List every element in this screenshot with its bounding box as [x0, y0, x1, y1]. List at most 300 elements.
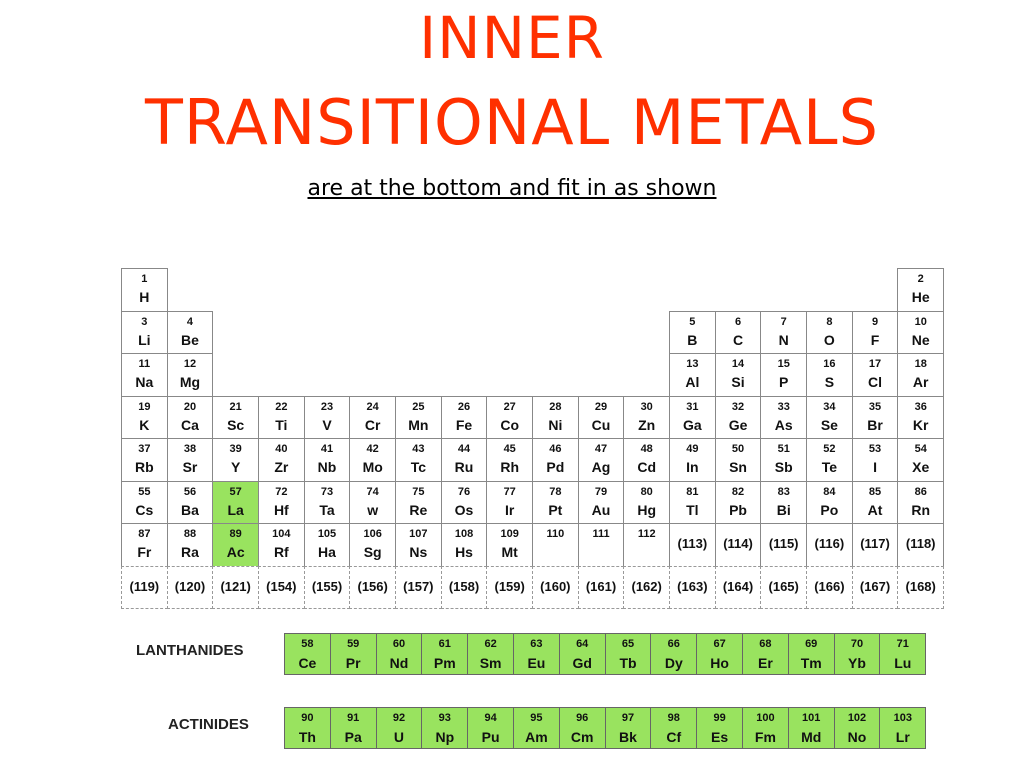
element-cell — [669, 566, 716, 610]
atomic-number: 67 — [713, 638, 726, 650]
atomic-number: 91 — [347, 712, 360, 724]
element-cell — [852, 438, 899, 482]
element-symbol: Ra — [181, 544, 199, 560]
actinides-element-cell — [834, 707, 881, 749]
atomic-number: 65 — [621, 638, 635, 650]
lanthanides-label: LANTHANIDES — [136, 642, 244, 659]
element-cell — [441, 481, 488, 525]
element-cell — [852, 311, 899, 355]
element-symbol: Os — [454, 501, 474, 518]
element-symbol: U — [393, 729, 405, 745]
element-cell — [121, 396, 168, 440]
element-cell — [715, 523, 762, 567]
element-cell — [212, 438, 259, 482]
element-cell — [578, 396, 625, 440]
atomic-number: 37 — [138, 443, 151, 455]
atomic-number: 98 — [667, 712, 680, 724]
element-symbol: Be — [181, 331, 199, 348]
atomic-number: 55 — [138, 485, 151, 498]
atomic-number: 68 — [759, 638, 772, 650]
element-cell — [349, 396, 396, 440]
atomic-number: 92 — [392, 712, 406, 724]
atomic-number: 96 — [576, 712, 589, 724]
element-cell — [395, 566, 442, 610]
element-placeholder: (159) — [494, 578, 525, 594]
atomic-number: 63 — [530, 638, 543, 650]
element-placeholder: (162) — [631, 578, 662, 594]
element-symbol: Ru — [454, 459, 474, 475]
atomic-number: 18 — [914, 358, 927, 370]
atomic-number: 73 — [320, 485, 334, 498]
element-symbol: Ta — [319, 501, 335, 518]
actinides-element-cell — [879, 707, 926, 749]
element-symbol: As — [774, 416, 793, 433]
element-cell — [852, 353, 899, 397]
atomic-number: 46 — [549, 443, 562, 455]
atomic-number: 6 — [734, 315, 742, 328]
element-symbol: Ni — [548, 416, 563, 433]
element-symbol: Cd — [637, 459, 657, 475]
element-symbol: Tm — [800, 655, 822, 671]
element-placeholder: (158) — [448, 578, 480, 594]
element-cell — [760, 566, 807, 610]
element-symbol: Re — [409, 501, 428, 518]
element-symbol: Y — [230, 459, 241, 475]
atomic-number: 102 — [847, 712, 867, 724]
element-cell — [760, 353, 807, 397]
element-cell — [167, 566, 214, 610]
atomic-number: 78 — [549, 485, 562, 498]
atomic-number: 84 — [823, 485, 836, 498]
atomic-number: 36 — [914, 400, 927, 413]
element-symbol: Kr — [912, 416, 929, 433]
element-symbol: V — [322, 416, 332, 433]
element-placeholder: (157) — [403, 578, 434, 594]
atomic-number: 87 — [138, 528, 151, 540]
atomic-number: 4 — [186, 315, 194, 328]
actinides-element-cell — [284, 707, 331, 749]
atomic-number: 59 — [347, 638, 360, 650]
element-cell — [760, 396, 807, 440]
atomic-number: 66 — [667, 638, 680, 650]
element-symbol: Ge — [728, 416, 748, 433]
atomic-number: 71 — [896, 638, 909, 650]
element-cell — [395, 481, 442, 525]
element-cell — [395, 438, 442, 482]
lanthanides-element-cell — [421, 633, 468, 675]
element-placeholder: (119) — [129, 578, 160, 594]
element-symbol: Ce — [298, 655, 317, 671]
element-symbol: He — [911, 289, 930, 305]
atomic-number: 83 — [777, 485, 790, 498]
element-symbol: Md — [801, 729, 822, 745]
element-cell — [258, 396, 305, 440]
atomic-number: 44 — [457, 443, 471, 455]
actinides-element-cell — [788, 707, 835, 749]
element-cell — [623, 438, 670, 482]
atomic-number: 10 — [914, 315, 927, 328]
element-symbol: Hg — [637, 501, 657, 518]
element-symbol: Es — [711, 729, 729, 745]
atomic-number: 60 — [392, 638, 406, 650]
atomic-number: 33 — [777, 400, 790, 413]
atomic-number: 29 — [594, 400, 608, 413]
lanthanides-element-cell — [696, 633, 743, 675]
title-line-2: TRANSITIONAL METALS — [145, 86, 879, 159]
atomic-number: 76 — [457, 485, 471, 498]
element-symbol: Pb — [729, 501, 747, 518]
element-symbol: Ir — [505, 501, 515, 518]
element-cell — [715, 438, 762, 482]
lanthanides-element-cell — [513, 633, 560, 675]
atomic-number: 14 — [731, 358, 745, 370]
element-symbol: Rb — [134, 459, 154, 475]
atomic-number: 31 — [686, 400, 699, 413]
atomic-number: 94 — [484, 712, 497, 724]
atomic-number: 70 — [850, 638, 864, 650]
element-symbol: N — [778, 331, 789, 348]
element-cell — [349, 481, 396, 525]
atomic-number: 108 — [454, 528, 474, 540]
element-cell — [578, 438, 625, 482]
atomic-number: 80 — [640, 485, 653, 498]
element-symbol: Np — [435, 729, 455, 745]
atomic-number: 54 — [914, 443, 927, 455]
element-cell — [669, 523, 716, 567]
element-symbol: Ns — [409, 544, 428, 560]
atomic-number: 48 — [640, 443, 653, 455]
element-cell — [167, 353, 214, 397]
element-symbol: Hf — [273, 501, 289, 518]
atomic-number: 75 — [412, 485, 425, 498]
atomic-number: 20 — [183, 400, 197, 413]
element-cell — [806, 566, 853, 610]
element-cell — [167, 438, 214, 482]
lanthanides-element-cell — [788, 633, 835, 675]
element-placeholder: (115) — [768, 536, 799, 551]
element-symbol: Eu — [527, 655, 546, 671]
element-cell — [121, 311, 168, 355]
element-symbol: Ha — [318, 544, 336, 560]
element-cell — [304, 396, 351, 440]
atomic-number: 57 — [229, 485, 242, 498]
atomic-number: 22 — [275, 400, 288, 413]
atomic-number: 24 — [366, 400, 379, 413]
actinides-label: ACTINIDES — [168, 716, 249, 733]
atomic-number: 49 — [686, 443, 699, 455]
element-cell — [167, 311, 214, 355]
element-cell — [441, 523, 488, 567]
element-symbol: Cs — [135, 501, 154, 518]
atomic-number: 5 — [689, 315, 696, 328]
element-symbol: Au — [591, 501, 611, 518]
atomic-number: 19 — [138, 400, 151, 413]
element-symbol: Mn — [408, 416, 429, 433]
element-placeholder: (163) — [677, 578, 708, 594]
lanthanides-element-cell — [284, 633, 331, 675]
atomic-number: 107 — [409, 528, 428, 540]
element-symbol: Na — [135, 374, 154, 390]
element-cell — [806, 396, 853, 440]
atomic-number: 42 — [366, 443, 379, 455]
element-symbol: Mo — [362, 459, 383, 475]
atomic-number: 11 — [138, 358, 151, 370]
element-placeholder: (168) — [905, 578, 936, 594]
element-symbol: Hs — [455, 544, 473, 560]
actinides-element-cell — [742, 707, 789, 749]
element-cell — [897, 481, 944, 525]
element-cell — [578, 566, 625, 610]
atomic-number: 110 — [546, 528, 565, 540]
atomic-number: 53 — [868, 443, 882, 455]
element-cell — [897, 311, 944, 355]
element-placeholder: (156) — [357, 578, 388, 594]
element-symbol: Bk — [619, 729, 637, 745]
element-cell — [806, 481, 853, 525]
lanthanides-element-cell — [650, 633, 697, 675]
element-cell — [532, 396, 579, 440]
element-symbol: Fm — [754, 729, 776, 745]
element-cell — [121, 353, 168, 397]
atomic-number: 109 — [500, 528, 519, 540]
element-cell — [304, 523, 351, 567]
element-cell — [760, 481, 807, 525]
element-cell — [349, 566, 396, 610]
element-cell — [715, 353, 762, 397]
element-placeholder: (164) — [722, 578, 754, 594]
element-cell — [486, 438, 533, 482]
element-placeholder: (121) — [220, 578, 251, 594]
atomic-number: 89 — [229, 528, 242, 540]
element-cell — [669, 438, 716, 482]
element-cell — [852, 396, 899, 440]
element-cell — [806, 353, 853, 397]
element-placeholder: (165) — [768, 578, 799, 594]
atomic-number: 27 — [503, 400, 516, 413]
element-placeholder: (154) — [266, 578, 297, 594]
element-symbol: Si — [731, 374, 745, 390]
atomic-number: 34 — [823, 400, 836, 413]
atomic-number: 74 — [366, 485, 379, 498]
element-symbol: Bi — [776, 501, 791, 518]
element-symbol: Fr — [137, 544, 152, 560]
element-symbol: Zn — [638, 416, 656, 433]
element-symbol: Ag — [591, 459, 611, 475]
element-cell — [258, 481, 305, 525]
element-cell — [760, 523, 807, 567]
lanthanides-element-cell — [330, 633, 377, 675]
element-symbol: Cu — [591, 416, 611, 433]
atomic-number: 9 — [871, 315, 879, 328]
element-cell — [669, 353, 716, 397]
element-cell — [852, 481, 899, 525]
element-cell — [578, 523, 625, 567]
element-cell — [486, 523, 533, 567]
lanthanides-element-cell — [834, 633, 881, 675]
element-symbol: Sm — [479, 655, 502, 671]
element-symbol: Tc — [410, 459, 426, 475]
element-symbol: Er — [758, 655, 773, 671]
element-symbol: Rf — [273, 544, 289, 560]
element-cell — [715, 481, 762, 525]
element-symbol: Pm — [433, 655, 456, 671]
element-symbol: Pa — [344, 729, 362, 745]
element-symbol: Li — [138, 331, 151, 348]
element-cell — [304, 566, 351, 610]
atomic-number: 90 — [301, 712, 314, 724]
lanthanides-element-cell — [559, 633, 606, 675]
element-cell — [167, 396, 214, 440]
element-symbol: O — [823, 331, 835, 348]
atomic-number: 85 — [868, 485, 882, 498]
element-cell — [167, 481, 214, 525]
element-cell — [532, 481, 579, 525]
element-symbol: Tl — [686, 501, 699, 518]
actinides-element-cell — [696, 707, 743, 749]
atomic-number: 41 — [320, 443, 334, 455]
element-symbol: Pr — [345, 655, 361, 671]
element-placeholder: (118) — [905, 536, 936, 551]
atomic-number: 43 — [412, 443, 425, 455]
atomic-number: 62 — [484, 638, 497, 650]
element-symbol: Sb — [774, 459, 793, 475]
element-symbol: Cm — [570, 729, 594, 745]
lanthanides-element-cell — [742, 633, 789, 675]
element-cell — [258, 438, 305, 482]
element-symbol: w — [367, 501, 379, 518]
element-cell — [806, 311, 853, 355]
lanthanides-element-cell — [879, 633, 926, 675]
element-cell — [715, 396, 762, 440]
element-cell — [578, 481, 625, 525]
element-cell — [121, 268, 168, 312]
actinides-element-cell — [513, 707, 560, 749]
atomic-number: 101 — [802, 712, 821, 724]
element-cell — [441, 438, 488, 482]
actinides-element-cell — [376, 707, 423, 749]
element-cell — [212, 566, 259, 610]
element-cell — [121, 566, 168, 610]
element-symbol: Se — [820, 416, 838, 433]
element-cell — [852, 566, 899, 610]
element-symbol: Br — [867, 416, 883, 433]
actinides-element-cell — [650, 707, 697, 749]
atomic-number: 47 — [594, 443, 608, 455]
atomic-number: 56 — [183, 485, 197, 498]
element-symbol: H — [139, 289, 150, 305]
atomic-number: 25 — [412, 400, 425, 413]
element-cell — [395, 523, 442, 567]
element-symbol: Cl — [868, 374, 883, 390]
element-symbol: Yb — [848, 655, 866, 671]
lanthanides-element-cell — [467, 633, 514, 675]
actinides-element-cell — [467, 707, 514, 749]
atomic-number: 112 — [637, 528, 656, 540]
element-symbol: In — [686, 459, 699, 475]
atomic-number: 45 — [503, 443, 516, 455]
atomic-number: 93 — [438, 712, 451, 724]
atomic-number: 64 — [576, 638, 589, 650]
element-cell — [441, 566, 488, 610]
atomic-number: 82 — [731, 485, 745, 498]
element-cell — [806, 438, 853, 482]
element-symbol: Nd — [389, 655, 409, 671]
actinides-element-cell — [559, 707, 606, 749]
element-symbol: Rn — [911, 501, 931, 518]
atomic-number: 30 — [640, 400, 653, 413]
element-placeholder: (114) — [723, 536, 753, 551]
element-symbol: Ar — [912, 374, 929, 390]
element-cell — [212, 523, 259, 567]
atomic-number: 50 — [731, 443, 745, 455]
element-cell — [760, 311, 807, 355]
element-cell — [212, 481, 259, 525]
actinides-element-cell — [605, 707, 652, 749]
element-cell — [852, 523, 899, 567]
element-cell — [486, 566, 533, 610]
element-symbol: Sc — [227, 416, 245, 433]
element-symbol: Sn — [729, 459, 747, 475]
element-cell — [258, 523, 305, 567]
atomic-number: 61 — [438, 638, 451, 650]
atomic-number: 81 — [686, 485, 699, 498]
element-symbol: Sg — [363, 544, 382, 560]
element-symbol: At — [867, 501, 883, 518]
element-cell — [121, 438, 168, 482]
atomic-number: 106 — [363, 528, 382, 540]
atomic-number: 100 — [756, 712, 775, 724]
atomic-number: 13 — [686, 358, 699, 370]
element-cell — [897, 438, 944, 482]
atomic-number: 51 — [777, 443, 790, 455]
element-symbol: Ga — [683, 416, 702, 433]
element-symbol: Nb — [317, 459, 337, 475]
element-symbol: Ne — [911, 331, 930, 348]
atomic-number: 39 — [229, 443, 242, 455]
atomic-number: 38 — [183, 443, 197, 455]
element-symbol: Pu — [481, 729, 500, 745]
element-symbol: Sr — [182, 459, 198, 475]
atomic-number: 3 — [141, 315, 148, 328]
atomic-number: 26 — [457, 400, 471, 413]
element-cell — [669, 396, 716, 440]
element-symbol: F — [870, 331, 880, 348]
element-symbol: I — [873, 459, 877, 475]
element-placeholder: (166) — [814, 578, 845, 594]
element-symbol: Cf — [666, 729, 682, 745]
element-cell — [760, 438, 807, 482]
element-cell — [441, 396, 488, 440]
element-symbol: Ho — [710, 655, 729, 671]
element-symbol: Th — [298, 729, 316, 745]
element-symbol: Mt — [501, 544, 518, 560]
actinides-element-cell — [421, 707, 468, 749]
atomic-number: 103 — [893, 712, 912, 724]
title-line-1: INNER — [419, 4, 605, 72]
actinides-element-cell — [330, 707, 377, 749]
element-placeholder: (116) — [814, 536, 845, 551]
element-symbol: Rh — [500, 459, 520, 475]
atomic-number: 72 — [275, 485, 288, 498]
atomic-number: 79 — [594, 485, 608, 498]
atomic-number: 111 — [592, 528, 610, 540]
element-symbol: Ti — [275, 416, 288, 433]
subtitle: are at the bottom and fit in as shown — [307, 176, 717, 201]
element-cell — [212, 396, 259, 440]
element-cell — [669, 311, 716, 355]
atomic-number: 2 — [917, 273, 924, 285]
atomic-number: 17 — [868, 358, 882, 370]
